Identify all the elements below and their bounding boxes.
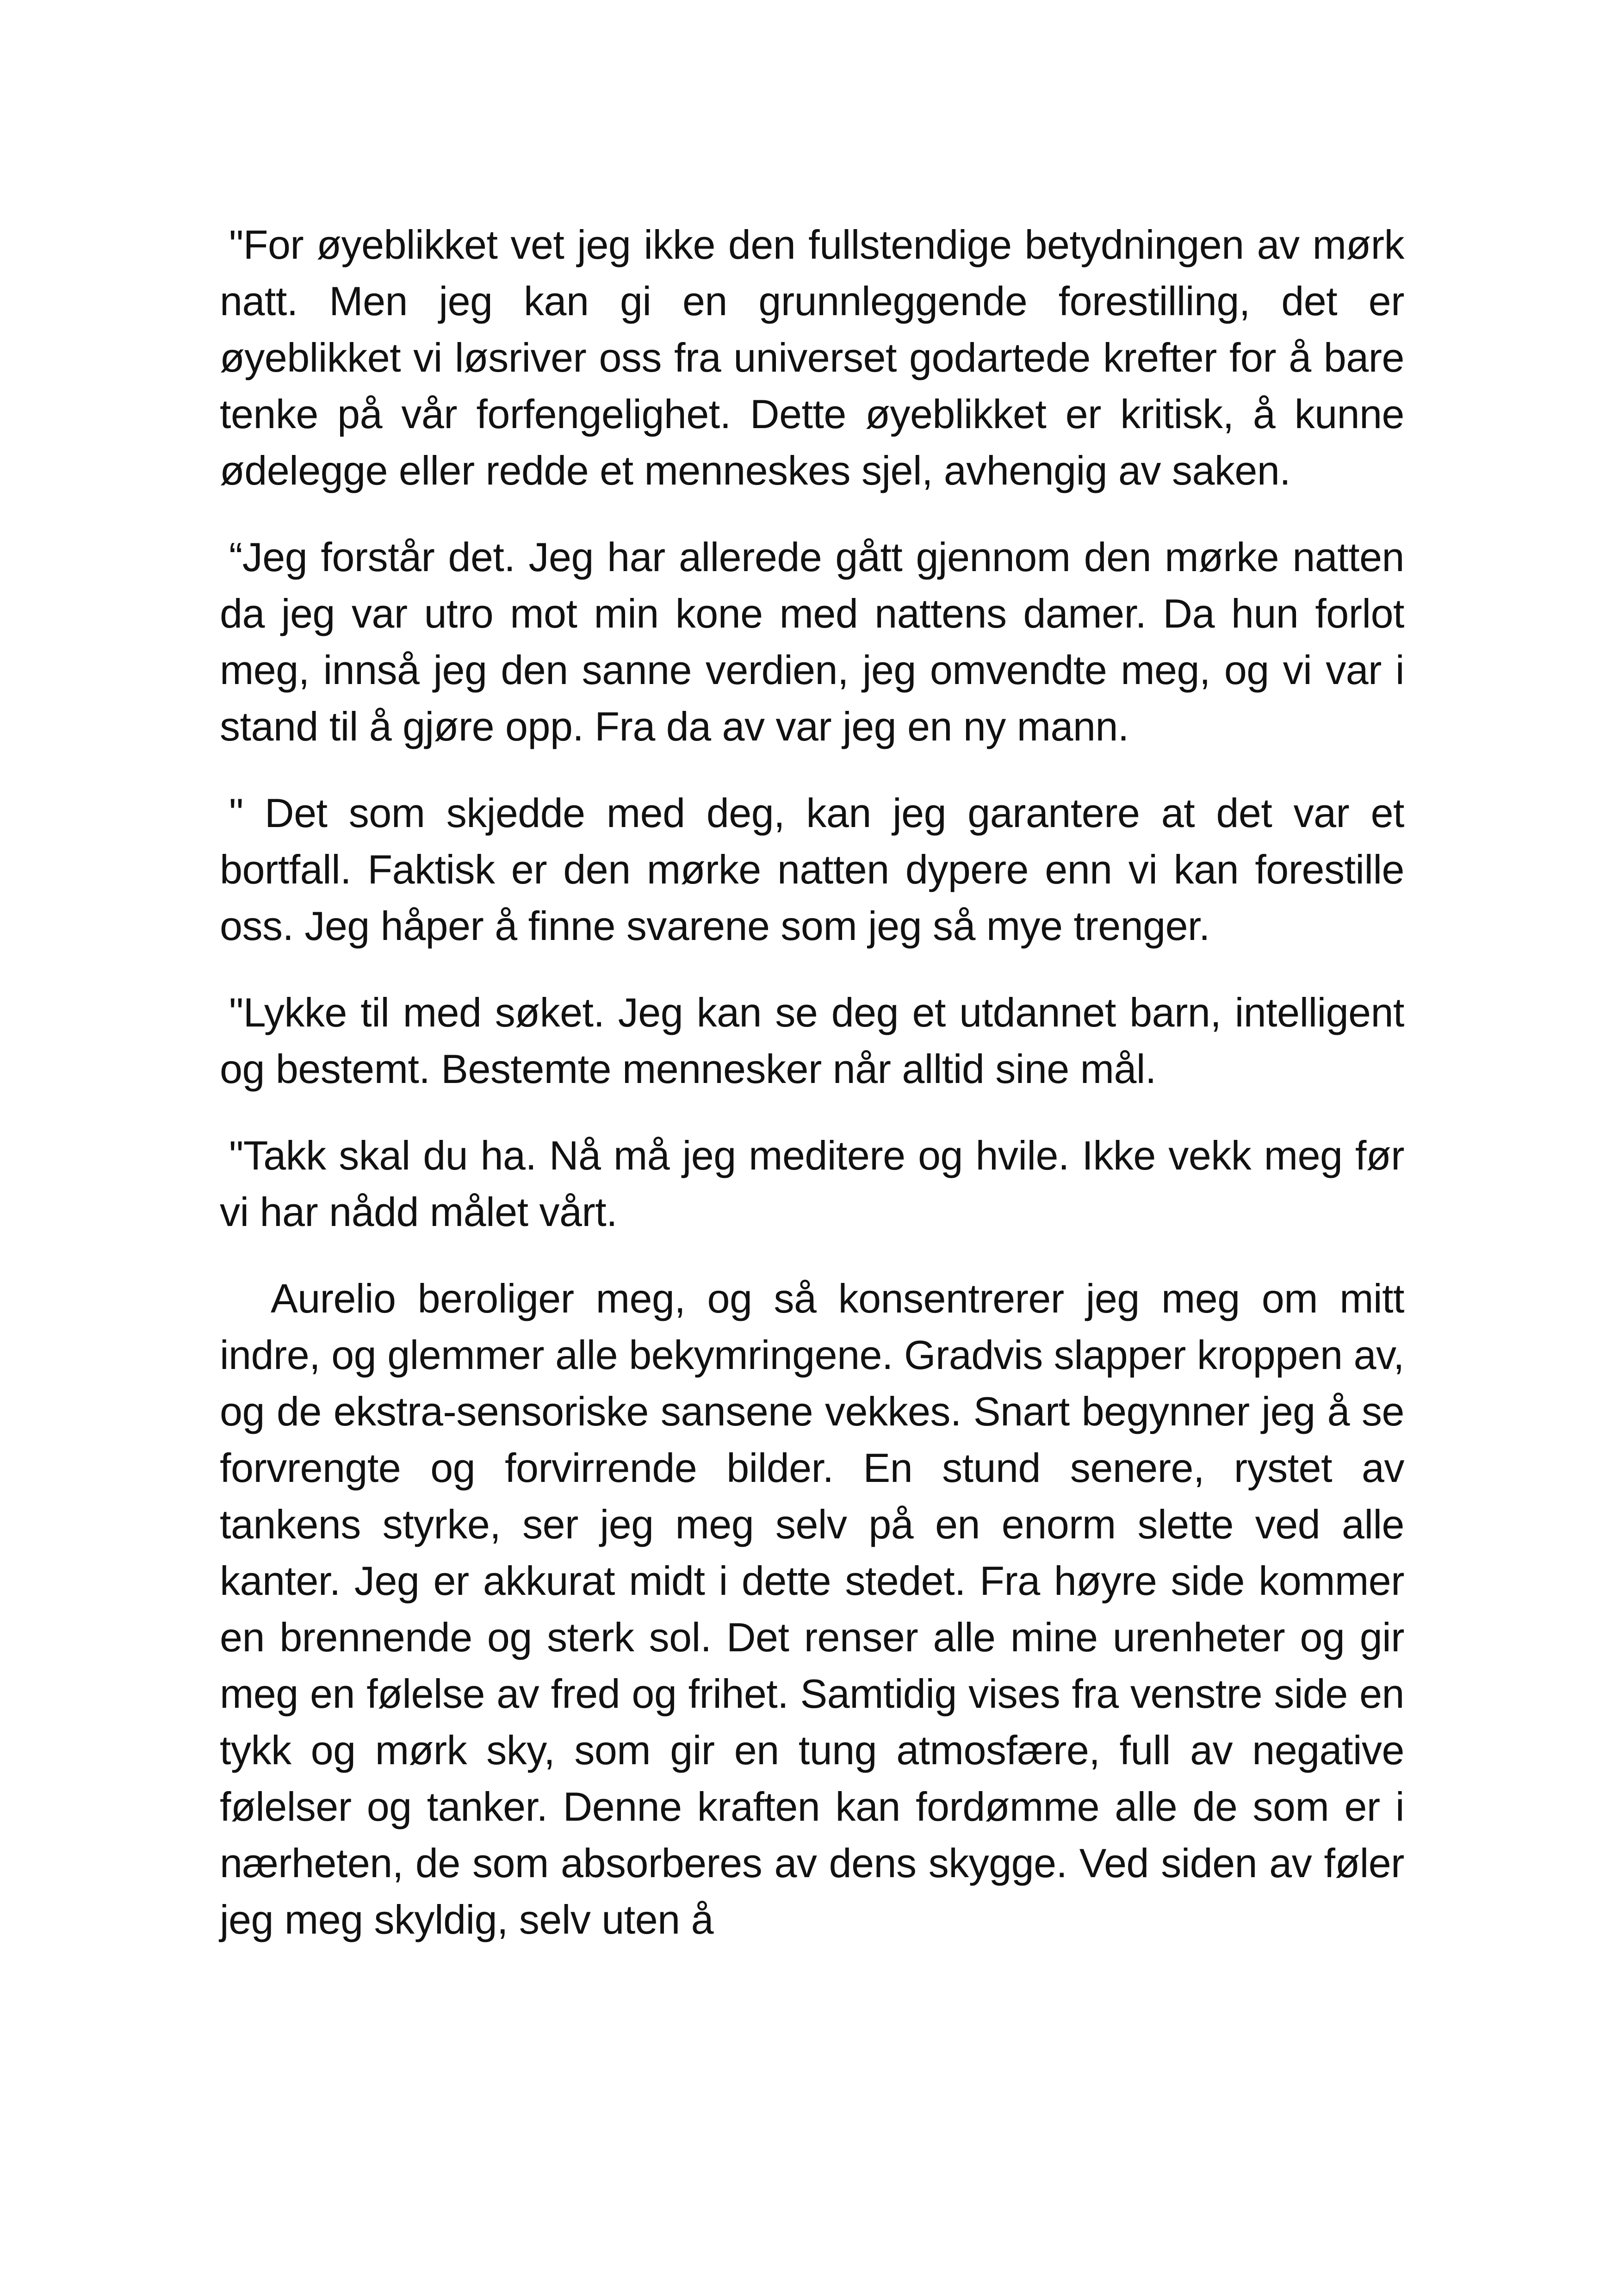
- paragraph-3: " Det som skjedde med deg, kan jeg garantere at det var et bortfall. Faktisk er den mørke natten dypere enn vi kan forestille oss. Jeg håper å finne svarene som jeg så mye trenger.: [220, 790, 1404, 949]
- paragraph-1: "For øyeblikket vet jeg ikke den fullstendige betydningen av mørk natt. Men jeg kan gi en grunnleggende forestilling, det er øyeblikket vi løsriver oss fra universet godartede krefter for å bare tenke på vår forfengelighet. Dette øyeblikket er kritisk, å kunne ødelegge eller redde et menneskes sjel, avhengig av saken.: [220, 222, 1404, 493]
- paragraph-6: Aurelio beroliger meg, og så konsentrerer jeg meg om mitt indre, og glemmer alle bekymringene. Gradvis slapper kroppen av, og de ekstra-sensoriske sansene vekkes. Snart begynner jeg å se forvrengte og forvirrende bilder. En stund senere, rystet av tankens styrke, ser jeg meg selv på en enorm slette ved alle kanter. Jeg er akkurat midt i dette stedet. Fra høyre side kommer en brennende og sterk sol. Det renser alle mine urenheter og gir meg en følelse av fred og frihet. Samtidig vises fra venstre side en tykk og mørk sky, som gir en tung atmosfære, full av negative følelser og tanker. Denne kraften kan fordømme alle de som er i nærheten, de som absorberes av dens skygge. Ved siden av føler jeg meg skyldig, selv uten å: [220, 1276, 1404, 1942]
- paragraph-4: "Lykke til med søket. Jeg kan se deg et utdannet barn, intelligent og bestemt. Bestemte mennesker når alltid sine mål.: [220, 989, 1404, 1092]
- paragraph-2: “Jeg forstår det. Jeg har allerede gått gjennom den mørke natten da jeg var utro mot min kone med nattens damer. Da hun forlot meg, innså jeg den sanne verdien, jeg omvendte meg, og vi var i stand til å gjøre opp. Fra da av var jeg en ny mann.: [220, 534, 1404, 749]
- body-text: [220, 217, 1404, 1948]
- paragraph-5: "Takk skal du ha. Nå må jeg meditere og hvile. Ikke vekk meg før vi har nådd målet vårt.: [220, 1132, 1404, 1235]
